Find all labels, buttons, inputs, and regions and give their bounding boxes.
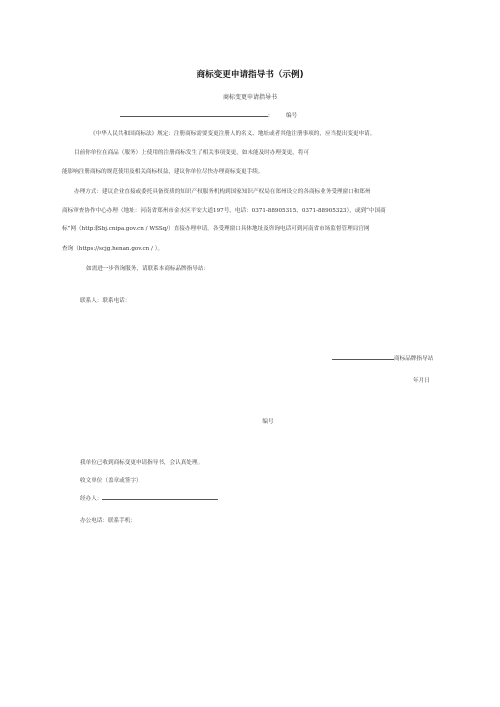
method-line-1: 办理方式：建议企业直接或委托具备资质的知识产权服务机构到国家知识产权局在郑州设立的各商标业务受理窗口和郑州 xyxy=(74,189,371,195)
handler-blank xyxy=(102,494,218,500)
paragraph-3: 能影响注册商标的规范使用及相关商标权益，建议你单位尽快办理商标变更手续。 xyxy=(62,169,264,175)
document-title: 商标变更申请指导书（示例) xyxy=(196,70,304,80)
station-sign-line xyxy=(332,354,433,362)
contact-line: 联系人：联系电话： xyxy=(80,298,131,304)
receipt-confirm: 我单位已收到商标变更申请指导书，会认真处理。 xyxy=(80,460,204,466)
receipt-office-phone: 办公电话：联系手机： xyxy=(80,518,136,524)
receipt-handler-line xyxy=(80,494,218,502)
receipt-number-label: 编号 xyxy=(262,419,274,425)
addressee-blank xyxy=(120,111,268,117)
method-line-3: 标”网（http:∥Sbj.cnipa.gov.cn / WSSq/）直接办理申请。各受理窗口具体地址及咨询电话可到河南省市场监督管理局官网 xyxy=(62,226,370,232)
method-line-2: 商标审查协作中心办理（地址：河南省郑州市金水区平安大道197号，电话：0371-88905315、0371-88905323），或到“中国商 xyxy=(62,208,386,214)
station-blank xyxy=(332,354,394,360)
receipt-unit: 收文单位（盖章或签字） xyxy=(80,478,142,484)
method-line-4: 查询（https://scjg.henan.gov.cn / ）。 xyxy=(62,246,164,252)
paragraph-1: 《中华人民共和国商标法》规定：注册商标需要变更注册人的名义、地址或者其他注册事项的，应当提出变更申请。 xyxy=(90,131,376,137)
handler-label: 经办人： xyxy=(80,496,103,502)
date-line: 年月日 xyxy=(413,378,430,384)
document-subtitle: 商标变更申请指导书 xyxy=(222,94,277,101)
addressee-colon: : xyxy=(268,113,270,119)
addressee-line xyxy=(120,111,270,119)
number-label-top: 编号 xyxy=(286,113,298,119)
paragraph-2: 目前你单位在商品（服务）上使用的注册商标发生了相关事项变更，如未能及时办理变更，将可 xyxy=(74,150,309,156)
station-sign-label: 商标品牌指导站 xyxy=(394,356,434,362)
consult-text: 如需进一步咨询服务，请联系本商标品牌指导站： xyxy=(86,266,210,272)
